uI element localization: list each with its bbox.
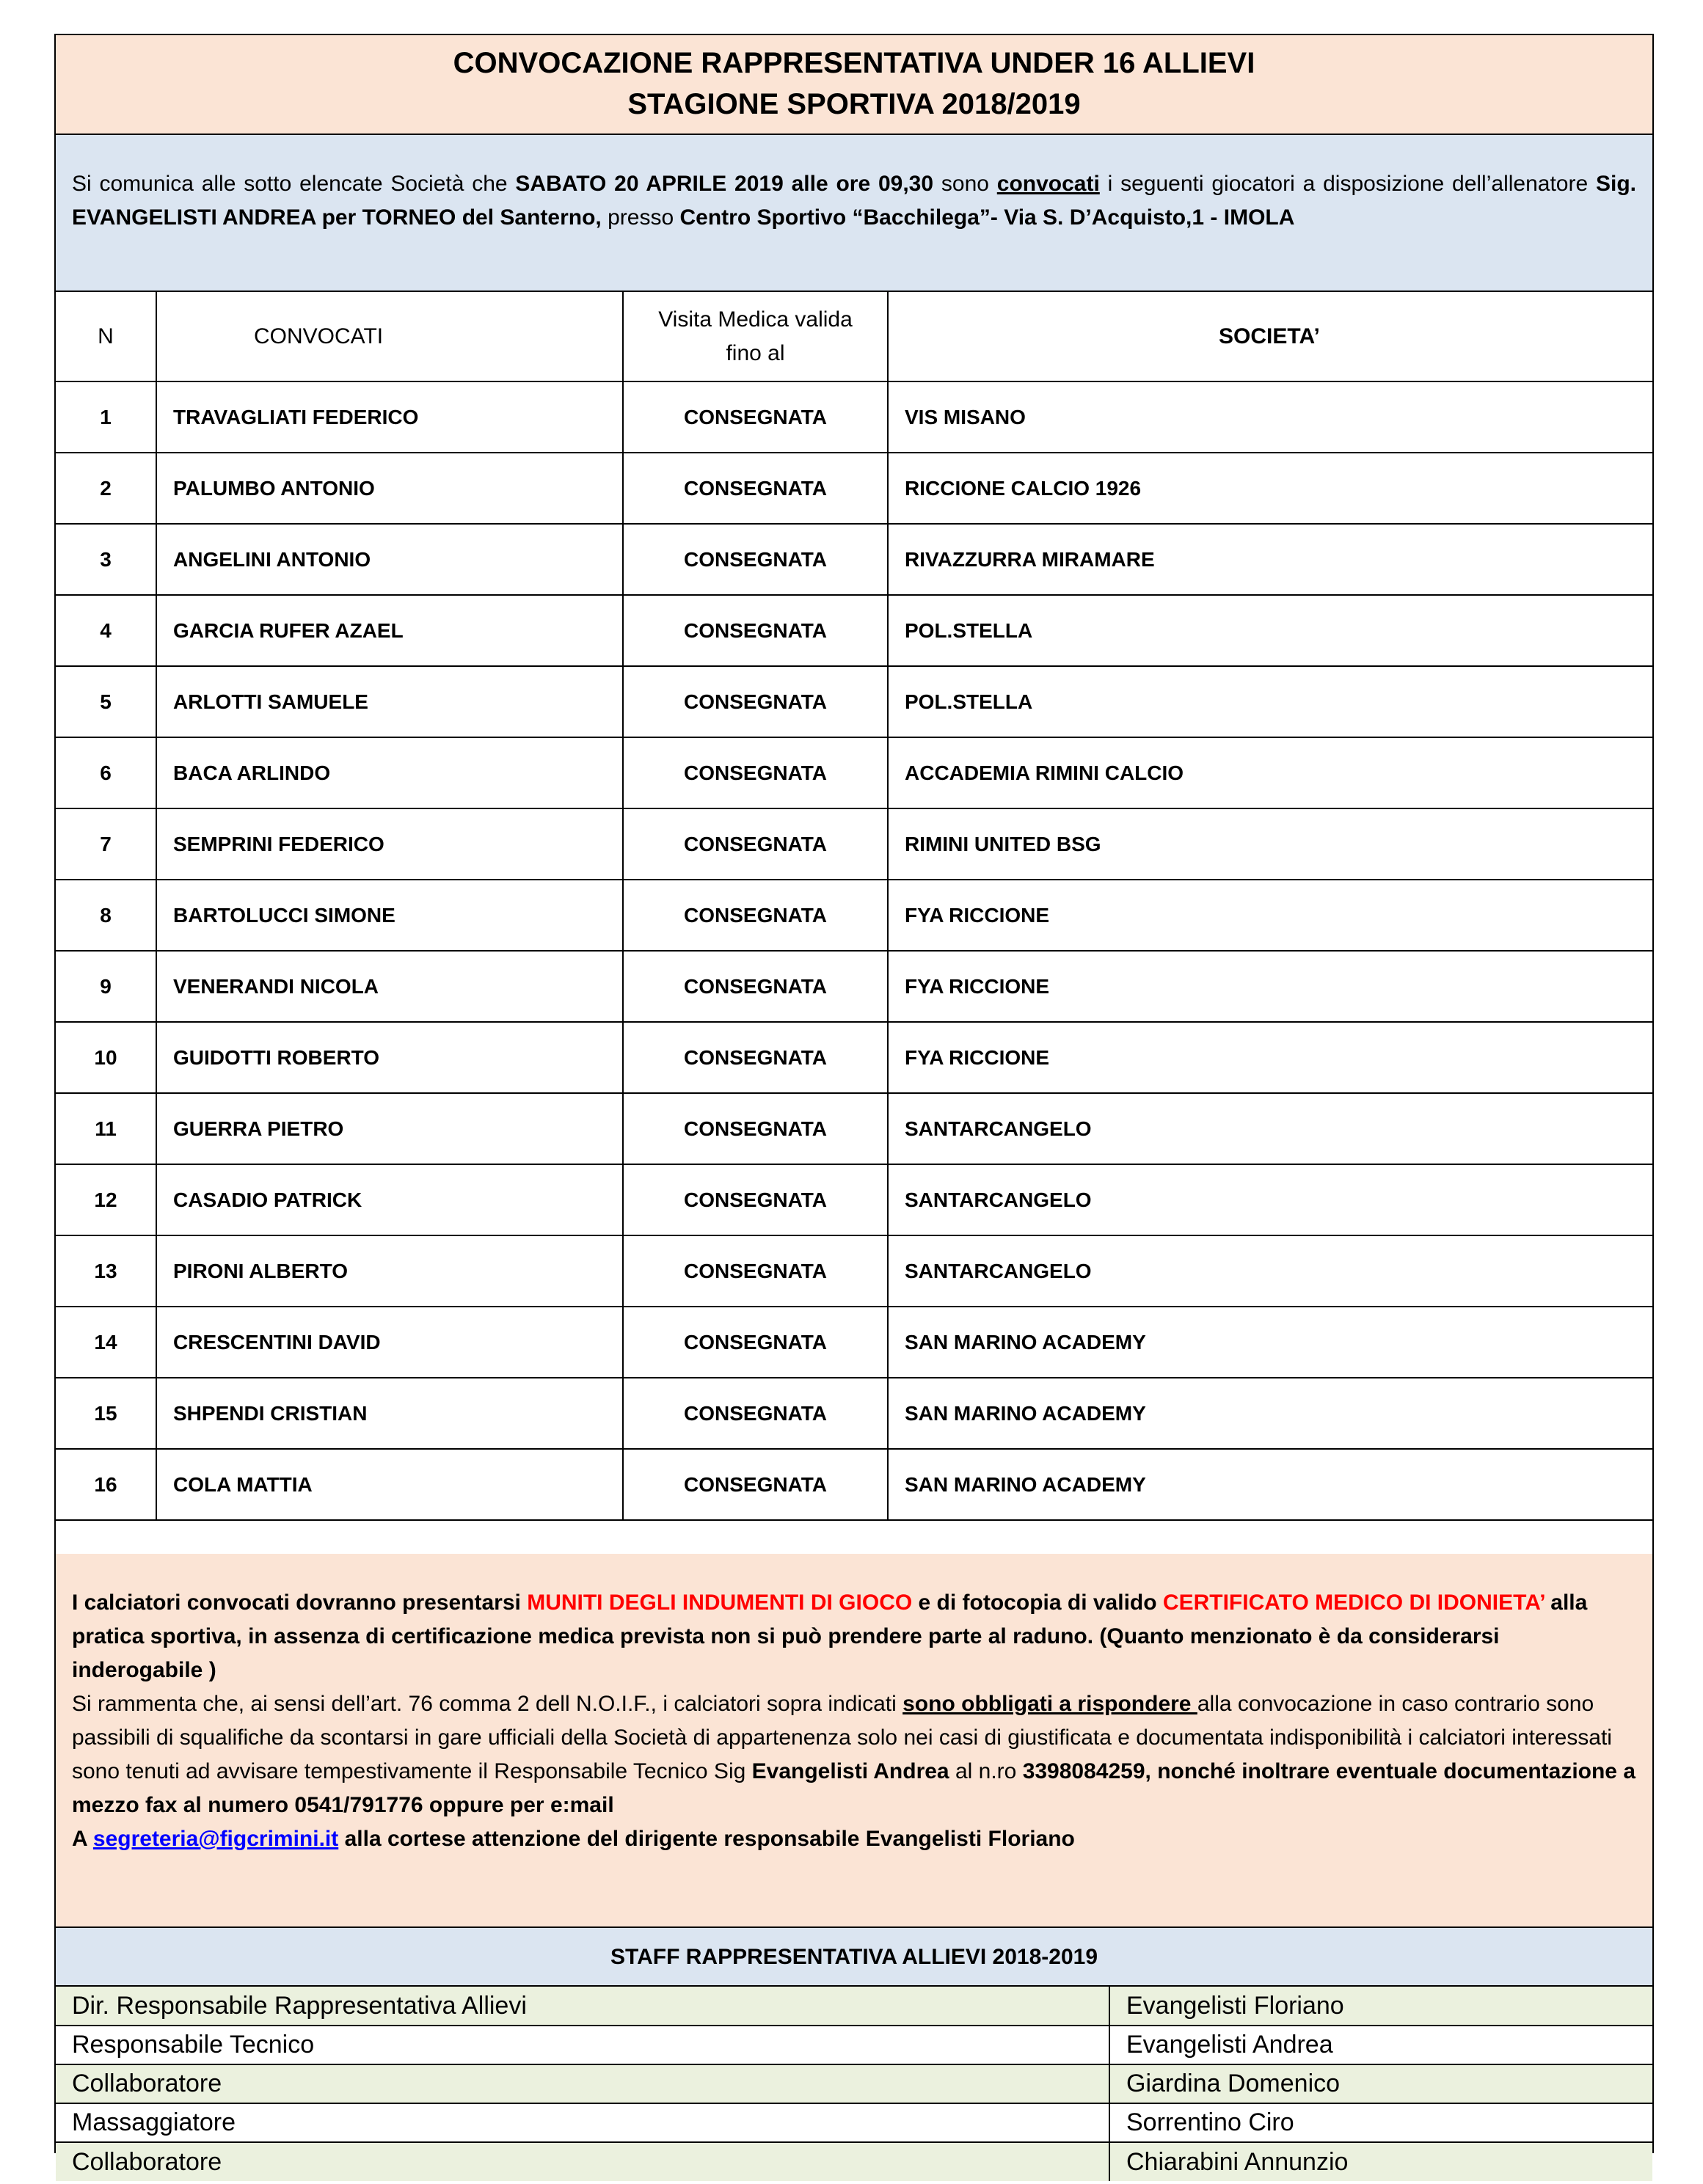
- player-row: [56, 880, 1652, 951]
- player-societa: FYA RICCIONE: [888, 1022, 1652, 1093]
- intro-date: SABATO 20 APRILE 2019 alle ore 09,30: [515, 172, 934, 196]
- player-visita: CONSEGNATA: [623, 880, 888, 951]
- player-name: GUERRA PIETRO: [156, 1093, 623, 1164]
- player-name: PALUMBO ANTONIO: [156, 453, 623, 524]
- player-number: 4: [56, 595, 156, 666]
- player-row: [56, 1449, 1652, 1520]
- title-line-2: STAGIONE SPORTIVA 2018/2019: [627, 88, 1081, 120]
- header-visita-medica: Visita Medica valida fino al: [623, 292, 888, 381]
- header-convocati: CONVOCATI: [156, 292, 623, 381]
- player-row: [56, 453, 1652, 524]
- player-visita: CONSEGNATA: [623, 453, 888, 524]
- player-visita: CONSEGNATA: [623, 666, 888, 737]
- staff-row: [56, 2026, 1652, 2064]
- player-row: [56, 666, 1652, 737]
- player-name: CASADIO PATRICK: [156, 1164, 623, 1235]
- player-number: 5: [56, 666, 156, 737]
- header-societa: SOCIETA’: [888, 292, 1652, 381]
- player-name: BARTOLUCCI SIMONE: [156, 880, 623, 951]
- player-societa: RIMINI UNITED BSG: [888, 808, 1652, 880]
- players-table-header: [56, 292, 1652, 381]
- player-visita: CONSEGNATA: [623, 381, 888, 453]
- staff-title: STAFF RAPPRESENTATIVA ALLIEVI 2018-2019: [56, 1928, 1652, 1987]
- player-societa: RIVAZZURRA MIRAMARE: [888, 524, 1652, 595]
- player-societa: POL.STELLA: [888, 595, 1652, 666]
- player-row: [56, 524, 1652, 595]
- title-box: [56, 35, 1652, 135]
- staff-row: [56, 2103, 1652, 2142]
- player-visita: CONSEGNATA: [623, 808, 888, 880]
- player-societa: SANTARCANGELO: [888, 1093, 1652, 1164]
- player-number: 16: [56, 1449, 156, 1520]
- staff-row: [56, 1987, 1652, 2026]
- player-number: 15: [56, 1378, 156, 1449]
- player-name: VENERANDI NICOLA: [156, 951, 623, 1022]
- notes-paragraph-3: A segreteria@figcrimini.it alla cortese attenzione del dirigente responsabile Evangelisti Floriano: [72, 1827, 1075, 1851]
- player-name: PIRONI ALBERTO: [156, 1235, 623, 1307]
- player-visita: CONSEGNATA: [623, 1307, 888, 1378]
- player-name: GARCIA RUFER AZAEL: [156, 595, 623, 666]
- player-visita: CONSEGNATA: [623, 1093, 888, 1164]
- player-societa: SANTARCANGELO: [888, 1235, 1652, 1307]
- player-name: SEMPRINI FEDERICO: [156, 808, 623, 880]
- staff-role: Responsabile Tecnico: [56, 2026, 1109, 2064]
- intro-coach: Sig. EVANGELISTI ANDREA per TORNEO del Santerno,: [72, 172, 1636, 230]
- player-number: 14: [56, 1307, 156, 1378]
- player-number: 9: [56, 951, 156, 1022]
- player-visita: CONSEGNATA: [623, 1235, 888, 1307]
- email-link[interactable]: segreteria@figcrimini.it: [92, 1827, 339, 1851]
- staff-person: Chiarabini Annunzio: [1109, 2142, 1652, 2181]
- intro-text: i seguenti giocatori a disposizione dell’allenatore: [1099, 172, 1596, 196]
- player-row: [56, 951, 1652, 1022]
- players-table: [56, 292, 1652, 1521]
- player-societa: POL.STELLA: [888, 666, 1652, 737]
- player-number: 11: [56, 1093, 156, 1164]
- staff-role: Collaboratore: [56, 2142, 1109, 2181]
- player-row: [56, 737, 1652, 808]
- intro-text: Si comunica alle sotto elencate Società che: [72, 172, 516, 196]
- staff-person: Evangelisti Andrea: [1109, 2026, 1652, 2064]
- staff-person: Giardina Domenico: [1109, 2064, 1652, 2103]
- player-number: 8: [56, 880, 156, 951]
- player-societa: SANTARCANGELO: [888, 1164, 1652, 1235]
- player-name: SHPENDI CRISTIAN: [156, 1378, 623, 1449]
- staff-role: Massaggiatore: [56, 2103, 1109, 2142]
- player-number: 6: [56, 737, 156, 808]
- staff-row: [56, 2064, 1652, 2103]
- player-number: 13: [56, 1235, 156, 1307]
- convocation-document: [54, 34, 1654, 2176]
- player-societa: SAN MARINO ACADEMY: [888, 1449, 1652, 1520]
- player-societa: RICCIONE CALCIO 1926: [888, 453, 1652, 524]
- player-visita: CONSEGNATA: [623, 1022, 888, 1093]
- player-number: 10: [56, 1022, 156, 1093]
- player-row: [56, 595, 1652, 666]
- player-name: COLA MATTIA: [156, 1449, 623, 1520]
- notes-paragraph-1: I calciatori convocati dovranno presentarsi MUNITI DEGLI INDUMENTI DI GIOCO e di fotocopia di valido CERTIFICATO MEDICO DI IDONIETA’ alla pratica sportiva, in assenza di certificazione medica prevista non si può prendere parte al raduno. (Quanto menzionato è da considerarsi inderogabile ): [72, 1590, 1588, 1682]
- notes-paragraph-2: Si rammenta che, ai sensi dell’art. 76 comma 2 dell N.O.I.F., i calciatori sopra indicati sono obbligati a rispondere alla convocazione in caso contrario sono passibili di squalifiche da scontarsi in gare ufficiali della Società di appartenenza solo nei casi di giustificata e documentata indisponibilità i calciatori interessati sono tenuti ad avvisare tempestivamente il Responsabile Tecnico Sig Evangelisti Andrea al n.ro 3398084259, nonché inoltrare eventuale documentazione a mezzo fax al numero 0541/791776 oppure per e:mail: [72, 1692, 1636, 1817]
- player-societa: ACCADEMIA RIMINI CALCIO: [888, 737, 1652, 808]
- intro-convocati: convocati: [996, 172, 1100, 196]
- header-n: N: [56, 292, 156, 381]
- intro-text: sono: [933, 172, 997, 196]
- player-societa: FYA RICCIONE: [888, 880, 1652, 951]
- player-societa: VIS MISANO: [888, 381, 1652, 453]
- player-row: [56, 808, 1652, 880]
- notes-obbligati: sono obbligati a rispondere: [902, 1692, 1197, 1716]
- player-number: 7: [56, 808, 156, 880]
- title-line-1: CONVOCAZIONE RAPPRESENTATIVA UNDER 16 ALLIEVI: [453, 47, 1255, 79]
- player-row: [56, 1235, 1652, 1307]
- player-number: 3: [56, 524, 156, 595]
- staff-role: Collaboratore: [56, 2064, 1109, 2103]
- player-visita: CONSEGNATA: [623, 737, 888, 808]
- player-row: [56, 381, 1652, 453]
- player-visita: CONSEGNATA: [623, 595, 888, 666]
- player-societa: SAN MARINO ACADEMY: [888, 1307, 1652, 1378]
- staff-person: Sorrentino Ciro: [1109, 2103, 1652, 2142]
- player-visita: CONSEGNATA: [623, 951, 888, 1022]
- player-row: [56, 1093, 1652, 1164]
- player-number: 12: [56, 1164, 156, 1235]
- intro-paragraph: [56, 135, 1652, 292]
- player-name: CRESCENTINI DAVID: [156, 1307, 623, 1378]
- player-name: TRAVAGLIATI FEDERICO: [156, 381, 623, 453]
- notes-red-indumenti: MUNITI DEGLI INDUMENTI DI GIOCO: [527, 1590, 913, 1615]
- player-visita: CONSEGNATA: [623, 1164, 888, 1235]
- player-row: [56, 1022, 1652, 1093]
- notes-box: [56, 1554, 1652, 1928]
- staff-role: Dir. Responsabile Rappresentativa Allievi: [56, 1987, 1109, 2026]
- notes-red-certificato: CERTIFICATO MEDICO DI IDONIETA’: [1162, 1590, 1545, 1615]
- staff-row: [56, 2142, 1652, 2181]
- player-name: ARLOTTI SAMUELE: [156, 666, 623, 737]
- player-number: 1: [56, 381, 156, 453]
- staff-table: [56, 1987, 1652, 2181]
- player-societa: SAN MARINO ACADEMY: [888, 1378, 1652, 1449]
- staff-person: Evangelisti Floriano: [1109, 1987, 1652, 2026]
- player-visita: CONSEGNATA: [623, 524, 888, 595]
- intro-text: presso: [601, 205, 680, 230]
- player-row: [56, 1164, 1652, 1235]
- player-name: GUIDOTTI ROBERTO: [156, 1022, 623, 1093]
- player-societa: FYA RICCIONE: [888, 951, 1652, 1022]
- player-name: BACA ARLINDO: [156, 737, 623, 808]
- player-row: [56, 1307, 1652, 1378]
- player-visita: CONSEGNATA: [623, 1449, 888, 1520]
- intro-venue: Centro Sportivo “Bacchilega”- Via S. D’Acquisto,1 - IMOLA: [679, 205, 1295, 230]
- player-name: ANGELINI ANTONIO: [156, 524, 623, 595]
- player-visita: CONSEGNATA: [623, 1378, 888, 1449]
- player-number: 2: [56, 453, 156, 524]
- player-row: [56, 1378, 1652, 1449]
- notes-contact: 3398084259, nonché inoltrare eventuale documentazione a mezzo fax al numero 0541/791776 oppure per e:mail: [72, 1759, 1636, 1817]
